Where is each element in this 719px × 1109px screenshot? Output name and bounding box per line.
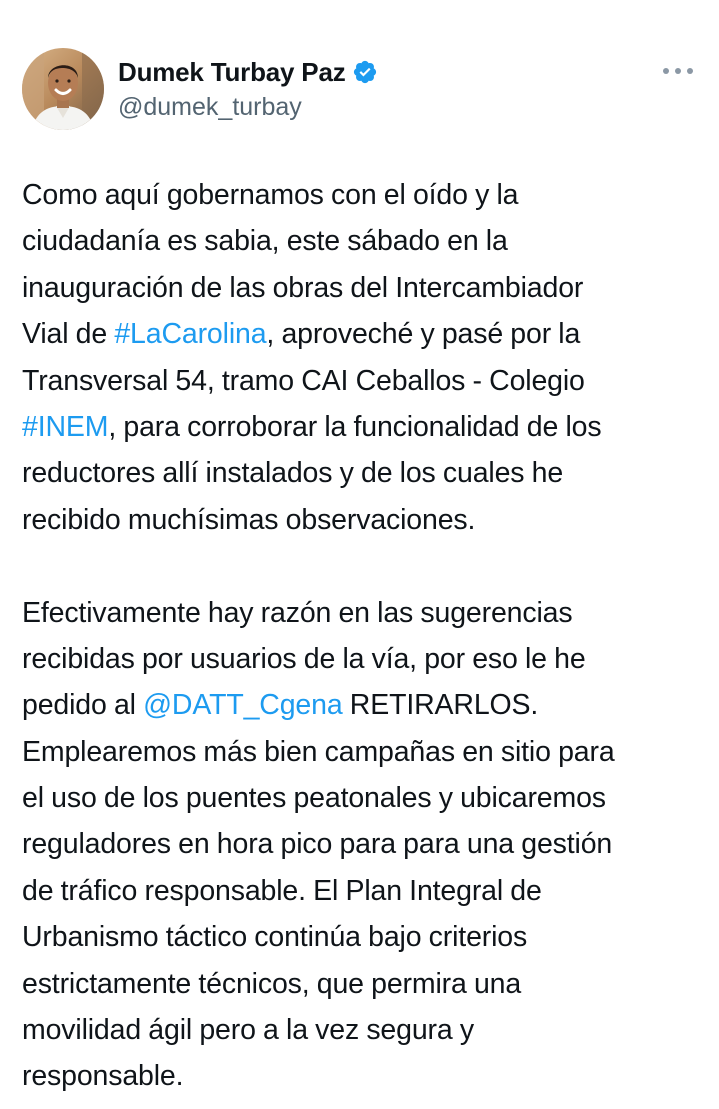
paragraph-gap (22, 543, 707, 589)
text-line: de tráfico responsable. El Plan Integral de (22, 874, 542, 907)
text-line (22, 404, 707, 450)
avatar[interactable] (22, 48, 104, 130)
text-line: Urbanismo táctico continúa bajo criterios (22, 921, 528, 954)
text-line: ciudadanía es sabia, este sábado en la (22, 225, 508, 258)
text-line: Como aquí gobernamos con el oído y la (22, 179, 519, 211)
text-line: movilidad ágil pero a la vez segura y (22, 1014, 474, 1047)
text-line: el uso de los puentes peatonales y ubicaremos (22, 782, 606, 815)
text-line: inauguración de las obras del Intercambiador (22, 271, 584, 304)
more-options-icon[interactable] (663, 64, 693, 78)
avatar-photo (22, 48, 104, 130)
text-segment: , aproveché y pasé por la (266, 318, 581, 351)
text-line: recibidas por usuarios de la vía, por eso le he (22, 642, 586, 675)
text-segment: , para corroborar la funcionalidad de los (108, 410, 602, 443)
text-line: reductores allí instalados y de los cuales he (22, 457, 564, 490)
text-line: recibido muchísimas observaciones. (22, 503, 476, 536)
handle[interactable]: @dumek_turbay (118, 93, 302, 121)
hashtag-link[interactable]: #INEM (22, 410, 109, 443)
tweet-text (22, 172, 707, 1100)
mention-link[interactable]: @DATT_Cgena (143, 689, 343, 722)
text-segment: Vial de (22, 318, 115, 351)
verified-badge-icon (352, 59, 378, 85)
text-segment: pedido al (22, 689, 144, 722)
display-name[interactable]: Dumek Turbay Paz (118, 56, 346, 87)
text-line: Transversal 54, tramo CAI Ceballos - Colegio (22, 364, 585, 397)
display-name-row (118, 54, 378, 90)
text-line (22, 682, 707, 728)
tweet-header (22, 48, 697, 132)
text-line: responsable. (22, 1060, 184, 1093)
text-line: reguladores en hora pico para para una gestión (22, 828, 613, 861)
text-segment: RETIRARLOS. (342, 689, 539, 722)
hashtag-link[interactable]: #LaCarolina (114, 318, 267, 351)
author-names (118, 54, 378, 124)
text-line: Emplearemos más bien campañas en sitio para (22, 735, 615, 768)
text-line: estrictamente técnicos, que permira una (22, 967, 522, 1000)
text-line: Efectivamente hay razón en las sugerencias (22, 596, 573, 629)
text-line (22, 311, 707, 357)
